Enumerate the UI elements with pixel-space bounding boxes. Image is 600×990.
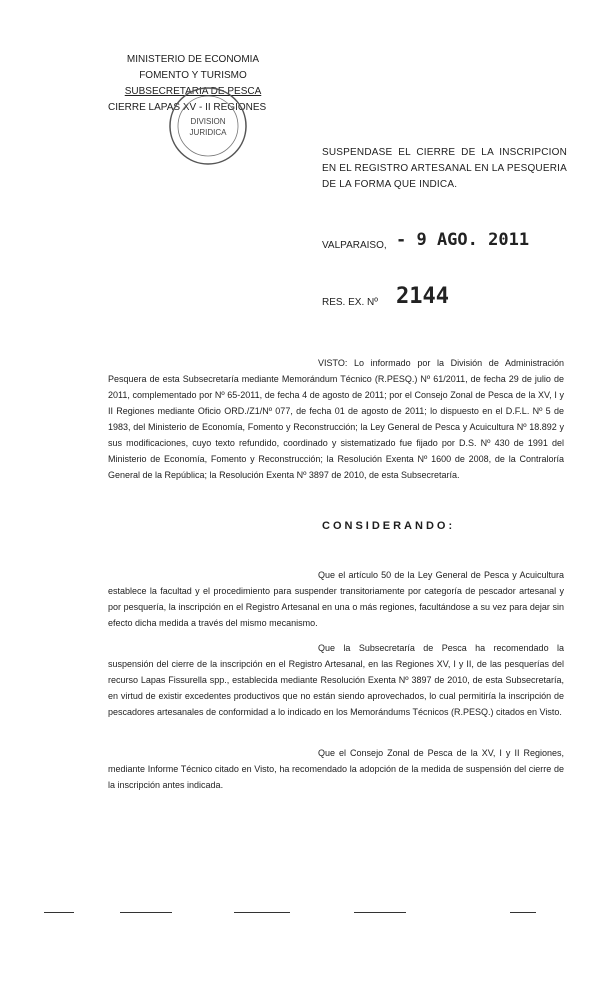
resolution-summary: SUSPENDASE EL CIERRE DE LA INSCRIPCION EN EL REGISTRO ARTESANAL EN LA PESQUERIA DE LA FORMA QUE INDICA.	[322, 147, 567, 190]
stamp-line-2: JURIDICA	[189, 128, 227, 137]
division-juridica-stamp	[166, 84, 250, 168]
ministry-subtitle: FOMENTO Y TURISMO	[139, 70, 247, 81]
resolution-number-label: RES. EX. Nº	[322, 297, 378, 308]
considerando-paragraph-1: Que el artículo 50 de la Ley General de Pesca y Acuicultura establece la facultad y el procedimiento para suspender transitoriamente por categoría de pescador artesanal y por pesquería, la inscripción en el Registro Artesanal en una o más regiones, facultándose a su vez para dejar sin efecto dicha medida a través del mismo mecanismo.	[108, 570, 564, 628]
signature-line	[120, 912, 172, 913]
considerando-paragraph-2: Que la Subsecretaría de Pesca ha recomendado la suspensión del cierre de la inscripción en el Registro Artesanal, en las Regiones XV, I y II, de las pesquerías del recurso Lapas Fissurella spp., establecida mediante Resolución Exenta Nº 3897 de 2010, de esta Subsecretaría, en virtud de existir excedentes productivos que no están siendo aprovechados, lo cual permitiría la inscripción de pescadores artesanales de conformidad a lo indicado en los Memorándums Técnicos (R.PESQ.) citados en Visto.	[108, 643, 564, 717]
ministry-name: MINISTERIO DE ECONOMIA	[126, 54, 260, 65]
signature-line	[234, 912, 290, 913]
subsecretaria-name: SUBSECRETARIA DE PESCA	[124, 86, 262, 97]
stamp-line-1: DIVISION	[190, 117, 226, 126]
resolution-number: 2144	[396, 284, 449, 309]
signature-line	[510, 912, 536, 913]
considerando-heading: CONSIDERANDO:	[322, 520, 456, 532]
signature-line	[44, 912, 74, 913]
visto-paragraph: VISTO: Lo informado por la División de Administración Pesquera de esta Subsecretaría mediante Memorándum Técnico (R.PESQ.) Nº 61/2011, de fecha 29 de julio de 2011, complementado por Nº 65-2011, de fecha 4 de agosto de 2011; por el Consejo Zonal de Pesca de la XV, I y II Regiones mediante Oficio ORD./Z1/Nº 077, de fecha 01 de agosto de 2011; lo dispuesto en el D.F.L. Nº 5 de 1983, del Ministerio de Economía, Fomento y Reconstrucción; la Ley General de Pesca y Acuicultura Nº 18.892 y sus modificaciones, cuyo texto refundido, coordinado y sistematizado fue fijado por D.S. Nº 430 de 1991 del Ministerio de Economía, Fomento y Reconstrucción; la Resolución Exenta Nº 1600 de 2008, de la Contraloría General de la República; la Resolución Exenta Nº 3897 de 2010, de esta Subsecretaría.	[108, 358, 564, 480]
document-reference: CIERRE LAPAS XV - II REGIONES	[108, 102, 267, 113]
place-label: VALPARAISO,	[322, 240, 387, 251]
considerando-paragraph-3: Que el Consejo Zonal de Pesca de la XV, I y II Regiones, mediante Informe Técnico citado en Visto, ha recomendado la adopción de la medida de suspensión del cierre de la inscripción antes indicada.	[108, 748, 564, 790]
signature-line	[354, 912, 406, 913]
date-stamp: - 9 AGO. 2011	[396, 230, 530, 250]
